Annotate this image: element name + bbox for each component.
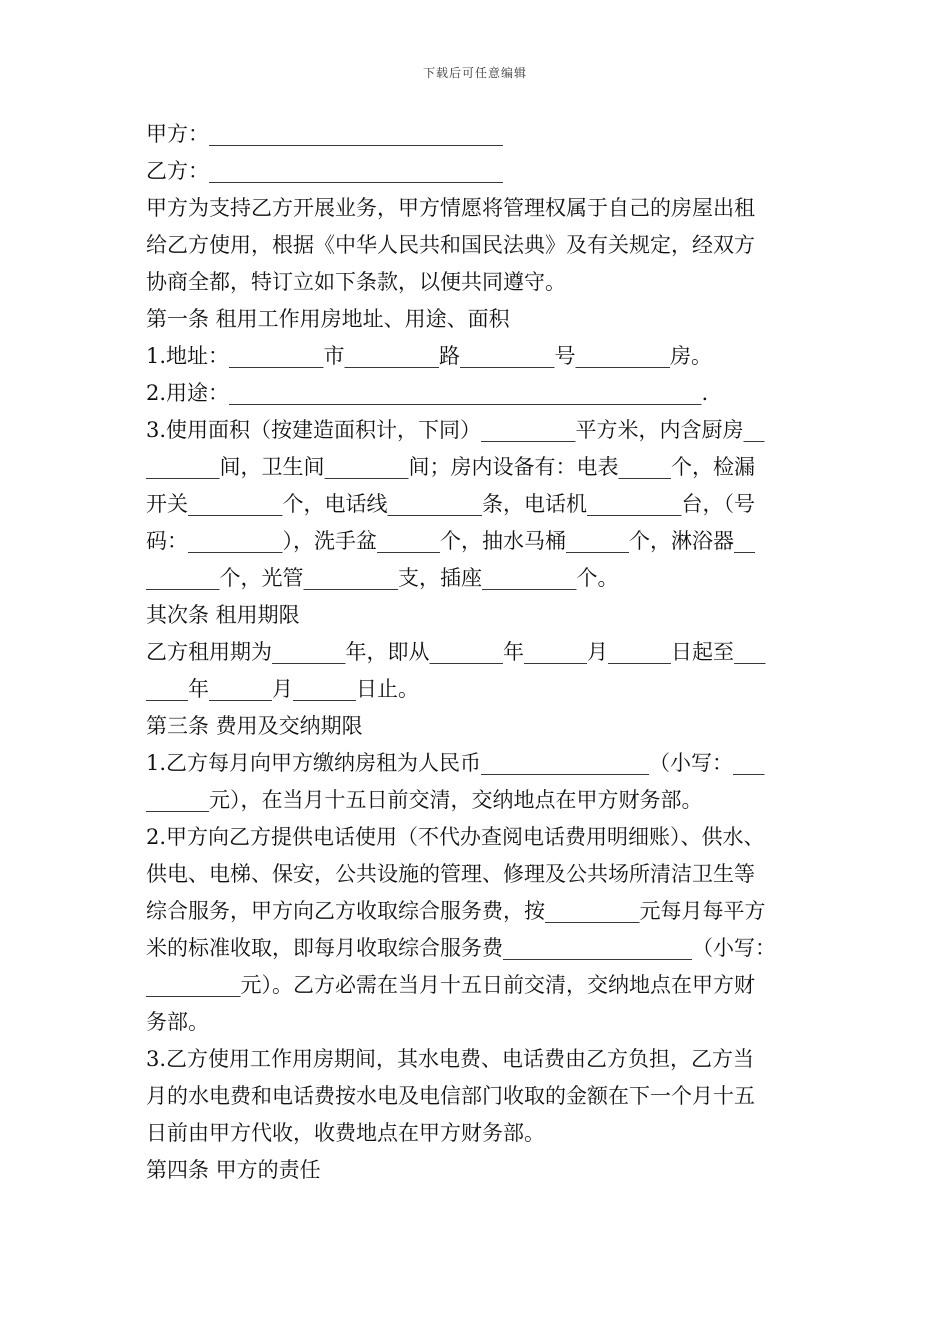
preamble-line-1: 甲方为支持乙方开展业务，甲方情愿将管理权属于自己的房屋出租	[146, 196, 755, 220]
contract-body	[146, 116, 816, 1189]
article-3-heading: 第三条 费用及交纳期限	[146, 714, 363, 738]
article-1-area-line-5: _______个，光管_________支，插座_________个。	[146, 566, 619, 590]
article-3-utilities-line-3: 日前由甲方代收，收费地点在甲方财务部。	[146, 1121, 545, 1145]
article-3-utilities-line-2: 月的水电费和电话费按水电及电信部门收取的金额在下一个月十五	[146, 1084, 755, 1108]
article-1-area-line-4: 码：_________），洗手盆______个，抽水马桶______个，淋浴器__	[146, 529, 755, 553]
article-4-heading: 第四条 甲方的责任	[146, 1158, 321, 1182]
article-3-rent-line-1: 1.乙方每月向甲方缴纳房租为人民币________________（小写：___	[146, 751, 765, 775]
party-a-line: 甲方：____________________________	[146, 122, 503, 146]
article-3-utilities-line-1: 3.乙方使用工作用房期间，其水电费、电话费由乙方负担，乙方当	[146, 1047, 755, 1071]
article-3-service-line-2: 供电、电梯、保安，公共设施的管理、修理及公共场所清洁卫生等	[146, 862, 755, 886]
article-1-heading: 第一条 租用工作用房地址、用途、面积	[146, 307, 510, 331]
article-3-service-line-5: _________元）。乙方必需在当月十五日前交清，交纳地点在甲方财	[146, 973, 755, 997]
party-b-line: 乙方：____________________________	[146, 159, 503, 183]
preamble-line-2: 给乙方使用，根据《中华人民共和国民法典》及有关规定，经双方	[146, 233, 755, 257]
article-1-usage: 2.用途：_____________________________________________.	[146, 381, 709, 405]
article-3-service-line-4: 米的标准收取，即每月收取综合服务费__________________（小写：	[146, 936, 776, 960]
article-1-area-line-1: 3.使用面积（按建造面积计，下同）_________平方米，内含厨房__	[146, 418, 765, 442]
article-1-address: 1.地址：_________市_________路_________号_________房。	[146, 344, 713, 368]
article-3-service-line-3: 综合服务，甲方向乙方收取综合服务费，按_________元每月每平方	[146, 899, 766, 923]
preamble-line-3: 协商全都，特订立如下条款，以便共同遵守。	[146, 270, 566, 294]
article-2-term-line-2: ____年______月______日止。	[146, 677, 419, 701]
article-2-heading: 其次条 租用期限	[146, 603, 300, 627]
article-1-area-line-2: _______间，卫生间________间；房内设备有：电表_____个，检漏	[146, 455, 755, 479]
page-header-note: 下载后可任意编辑	[422, 66, 527, 80]
article-1-area-line-3: 开关_________个，电话线_________条，电话机_________台，（号	[146, 492, 755, 516]
article-3-service-line-1: 2.甲方向乙方提供电话使用（不代办查阅电话费用明细账）、供水、	[146, 825, 765, 849]
article-3-rent-line-2: ______元），在当月十五日前交清，交纳地点在甲方财务部。	[146, 788, 703, 812]
article-3-service-line-6: 务部。	[146, 1010, 209, 1034]
article-2-term-line-1: 乙方租用期为_______年，即从_______年______月______日起至___	[146, 640, 766, 664]
